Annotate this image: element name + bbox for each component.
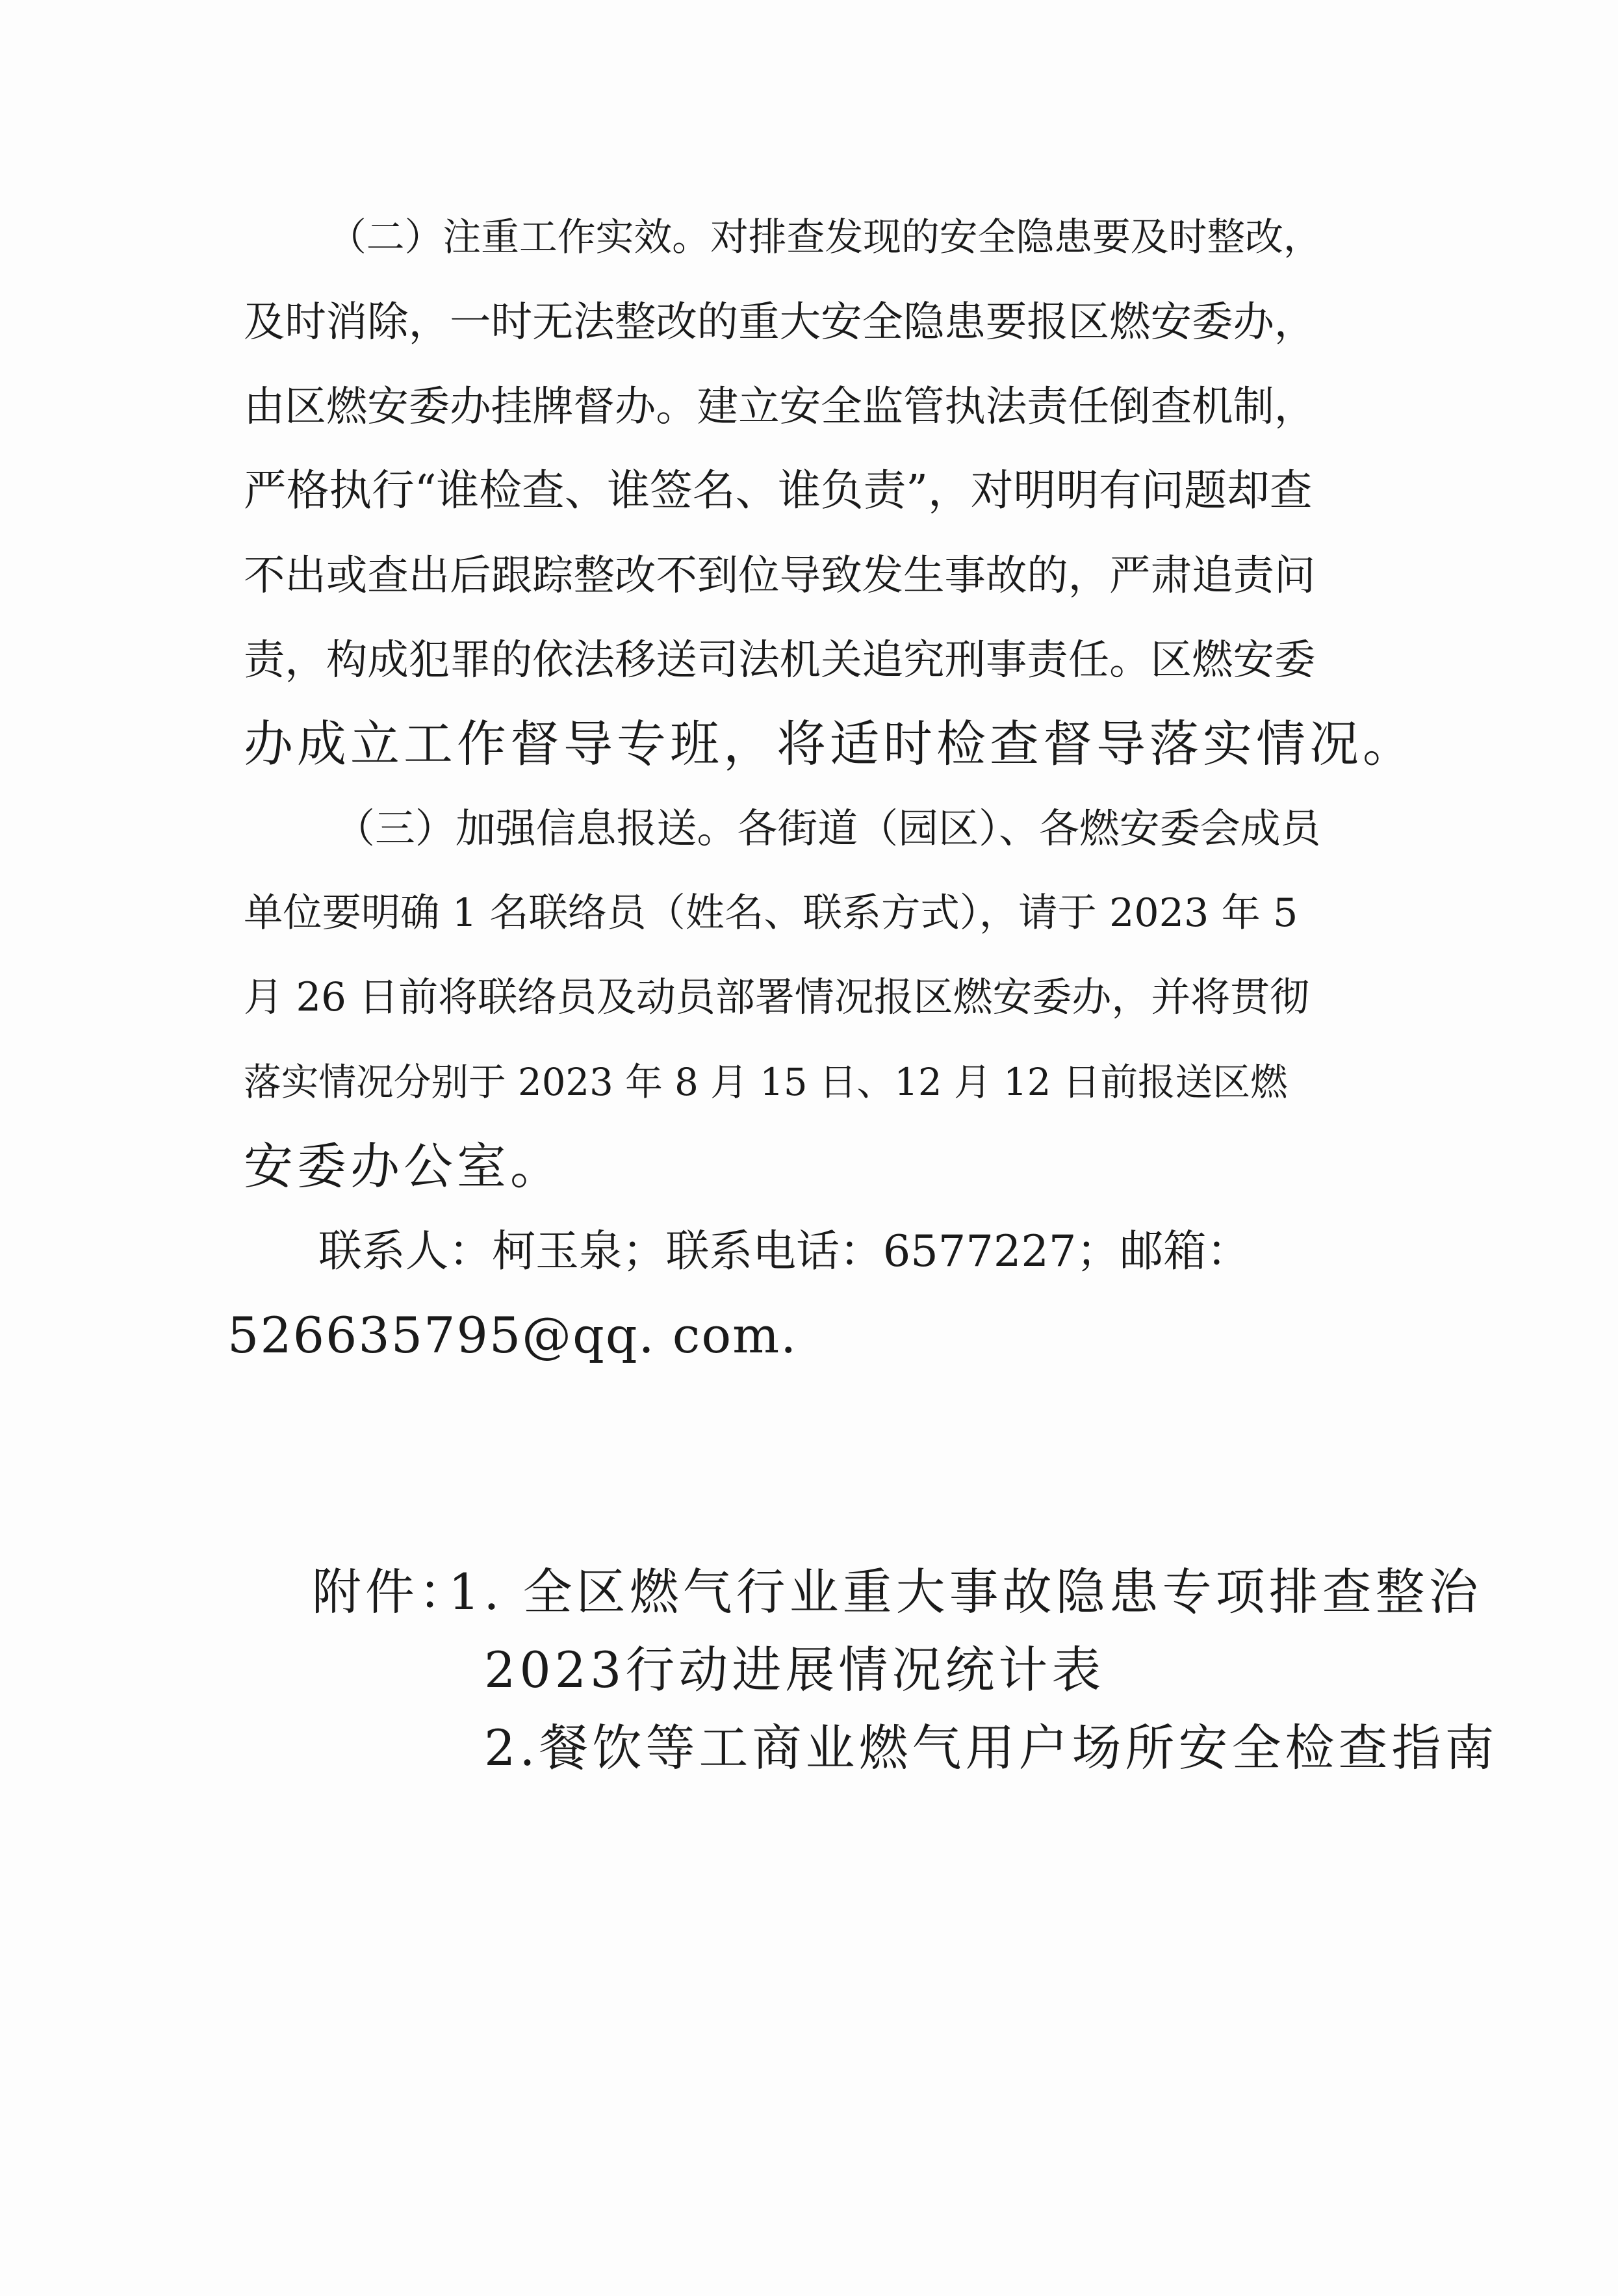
attachments-label: 附件：: [312, 1563, 472, 1621]
section2-line-2: 及时消除，一时无法整改的重大安全隐患要报区燃安委办，: [244, 298, 1316, 346]
section2-line-7: 办成立工作督导专班，将适时检查督导落实情况。: [244, 715, 1416, 773]
attachment-2-title: 2.餐饮等工商业燃气用户场所安全检查指南: [484, 1719, 1498, 1777]
section3-line-4: 落实情况分别于 2023 年 8 月 15 日、12 月 12 日前报送区燃: [244, 1060, 1288, 1104]
contact-email: 526635795@qq. com.: [227, 1306, 798, 1364]
section2-line-3: 由区燃安委办挂牌督办。建立安全监管执法责任倒查机制，: [244, 382, 1316, 430]
section3-line-1: （三）加强信息报送。各街道（园区）、各燃安委会成员: [335, 805, 1321, 852]
section3-line-3: 月 26 日前将联络员及动员部署情况报区燃安委办，并将贯彻: [244, 974, 1310, 1020]
section2-line-4: 严格执行“谁检查、谁签名、谁负责”，对明明有问题却查: [244, 465, 1313, 515]
section3-line-2: 单位要明确 1 名联络员（姓名、联系方式），请于 2023 年 5: [244, 890, 1298, 936]
attachment-1-title: 1. 全区燃气行业重大事故隐患专项排查整治: [448, 1563, 1482, 1621]
contact-line: 联系人：柯玉泉；联系电话：6577227；邮箱：: [318, 1226, 1250, 1276]
attachment-1-title-cont: 2023行动进展情况统计表: [484, 1641, 1105, 1699]
section2-line-5: 不出或查出后跟踪整改不到位导致发生事故的，严肃追责问: [244, 551, 1316, 599]
section2-line-6: 责，构成犯罪的依法移送司法机关追究刑事责任。区燃安委: [244, 636, 1316, 684]
section2-line-1: （二）注重工作实效。对排查发现的安全隐患要及时整改，: [328, 214, 1322, 259]
section3-line-5: 安委办公室。: [244, 1137, 563, 1195]
